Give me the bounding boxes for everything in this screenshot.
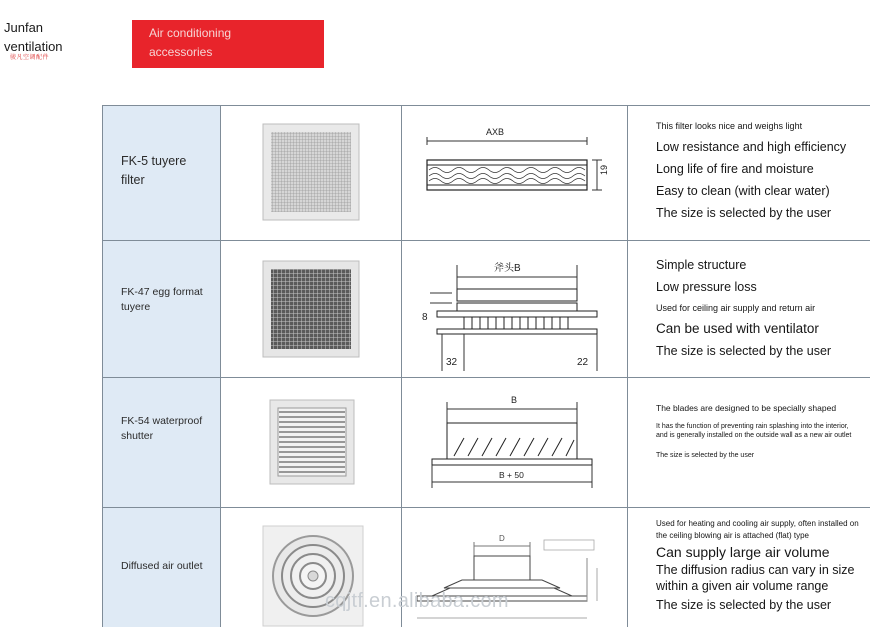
louver-drawing-top-label: B	[511, 395, 518, 405]
egg-crate-photo	[221, 241, 402, 378]
banner-line2: accessories	[149, 45, 213, 59]
description-line: The blades are designed to be specially shaped	[656, 403, 837, 413]
description-line: The size is selected by the user	[656, 206, 832, 220]
filter-photo	[221, 106, 402, 241]
description-line: Low pressure loss	[656, 280, 757, 294]
description-line: The size is selected by the user	[656, 452, 755, 459]
filter-drawing-side-label: 19	[599, 164, 609, 175]
description-line: Used for ceiling air supply and return air	[656, 303, 816, 313]
brand-subtitle: 骏凡空调配件	[10, 55, 50, 61]
egg-crate-drawing	[402, 241, 628, 378]
egg-crate-drawing-top-label: 斧头B	[494, 263, 521, 274]
product-name: FK-54 waterproof shutter	[121, 415, 203, 442]
diffuser-drawing-top-label: D	[499, 534, 505, 543]
filter-drawing	[402, 106, 628, 241]
table-row-fk47	[103, 241, 870, 378]
product-name: FK-5 tuyere filter	[121, 154, 187, 187]
description-line: Easy to clean (with clear water)	[656, 184, 830, 198]
description-line: Simple structure	[656, 258, 747, 272]
table-row-fk54	[103, 378, 870, 508]
louver-drawing-bottom-label: B + 50	[499, 470, 524, 480]
egg-crate-drawing-bottom-right-label: 22	[577, 357, 589, 368]
category-banner	[132, 20, 324, 68]
banner-line1: Air conditioning	[149, 26, 232, 40]
egg-crate-drawing-bottom-left-label: 32	[446, 357, 458, 368]
brand-name	[4, 18, 63, 56]
filter-drawing-top-label: AXB	[486, 127, 505, 137]
table-row-fk5	[103, 106, 870, 241]
description-line: This filter looks nice and weighs light	[656, 121, 803, 131]
description-line: Long life of fire and moisture	[656, 162, 814, 176]
description-line: It has the function of preventing rain splashing into the interior, and is generally installed on the outside wall as a new air outlet	[656, 423, 852, 439]
description-line: Used for heating and cooling air supply, often installed on the ceiling blowing air is attached (flat) type	[656, 519, 859, 540]
product-name: FK-47 egg format tuyere	[121, 286, 203, 313]
brand-name-line2: ventilation	[4, 39, 63, 54]
product-name: Diffused air outlet	[121, 560, 203, 572]
description-line: Can supply large air volume	[656, 544, 830, 560]
product-table	[102, 105, 870, 627]
description-line: The diffusion radius can vary in size within a given air volume range	[656, 563, 855, 593]
description-line: Can be used with ventilator	[656, 321, 819, 336]
description-line: The size is selected by the user	[656, 598, 832, 612]
description-line: The size is selected by the user	[656, 344, 832, 358]
brand-name-line1: Junfan	[4, 20, 44, 35]
description-line: Low resistance and high efficiency	[656, 140, 847, 154]
louver-drawing	[402, 378, 628, 508]
louver-photo	[221, 378, 402, 508]
watermark: cqjtf.en.alibaba.com	[325, 590, 509, 612]
egg-crate-drawing-left-label: 8	[422, 312, 428, 323]
